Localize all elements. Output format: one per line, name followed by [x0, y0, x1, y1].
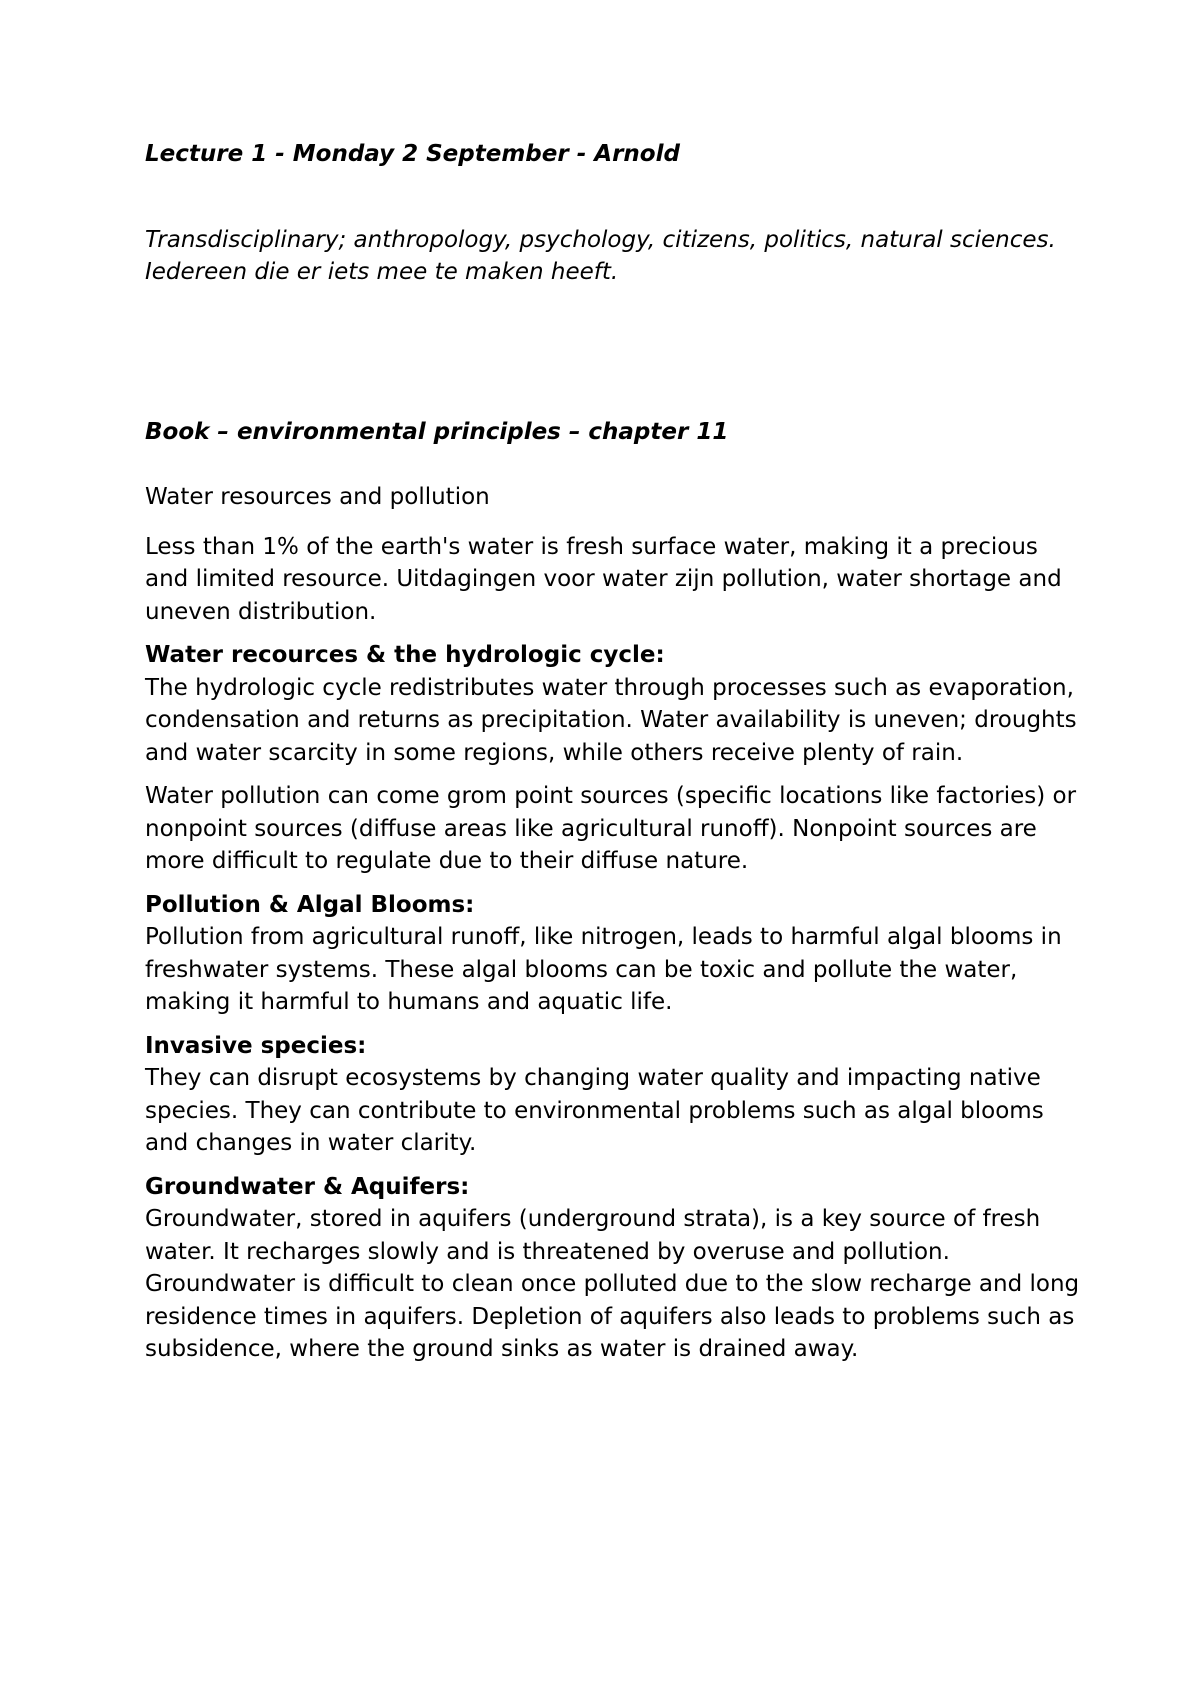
section-body: They can disrupt ecosystems by changing water quality and impacting native species. They can contribute to environmental problems such as algal blooms and changes in water clarity.	[145, 1065, 1044, 1156]
section-water-pollution	[145, 780, 1085, 878]
section-body: Pollution from agricultural runoff, like nitrogen, leads to harmful algal blooms in freshwater systems. These algal blooms can be toxic and pollute the water, making it harmful to humans and aquatic life.	[145, 924, 1062, 1015]
section-heading: Invasive species:	[145, 1032, 367, 1059]
section-body: Groundwater, stored in aquifers (underground strata), is a key source of fresh water. It recharges slowly and is threatened by overuse and pollution. Groundwater is difficult to clean once polluted due to the slow recharge and long residence times in aquifers. Depletion of aquifers also leads to problems such as subsidence, where the ground sinks as water is drained away.	[145, 1206, 1080, 1362]
section-hydrologic-cycle	[145, 639, 1085, 769]
section-heading: Groundwater & Aquifers:	[145, 1173, 470, 1200]
section-invasive-species	[145, 1030, 1085, 1160]
section-body: The hydrologic cycle redistributes water through processes such as evaporation, condensation and returns as precipitation. Water availability is uneven; droughts and water scarcity in some regions, while others receive plenty of rain.	[145, 674, 1077, 766]
section-heading: Pollution & Algal Blooms:	[145, 891, 475, 918]
section-title: Water resources and pollution	[145, 484, 490, 510]
section-algal-blooms	[145, 889, 1085, 1019]
transdisciplinary-note: Transdisciplinary; anthropology, psychology, citizens, politics, natural sciences. Iedereen die er iets mee te maken heeft.	[145, 226, 1056, 285]
intro-paragraph: Less than 1% of the earth's water is fresh surface water, making it a precious and limited resource. Uitdagingen voor water zijn pollution, water shortage and uneven distribution.	[145, 533, 1062, 625]
section-heading: Water recources & the hydrologic cycle:	[145, 642, 665, 668]
book-title: Book – environmental principles – chapter 11	[145, 418, 729, 445]
section-body: Water pollution can come grom point sources (specific locations like factories) or nonpoint sources (diffuse areas like agricultural runoff). Nonpoint sources are more difficult to regulate due to their diffuse nature.	[145, 783, 1077, 874]
document-content	[145, 138, 1085, 1377]
section-groundwater	[145, 1171, 1085, 1366]
lecture-title: Lecture 1 - Monday 2 September - Arnold	[145, 141, 680, 167]
